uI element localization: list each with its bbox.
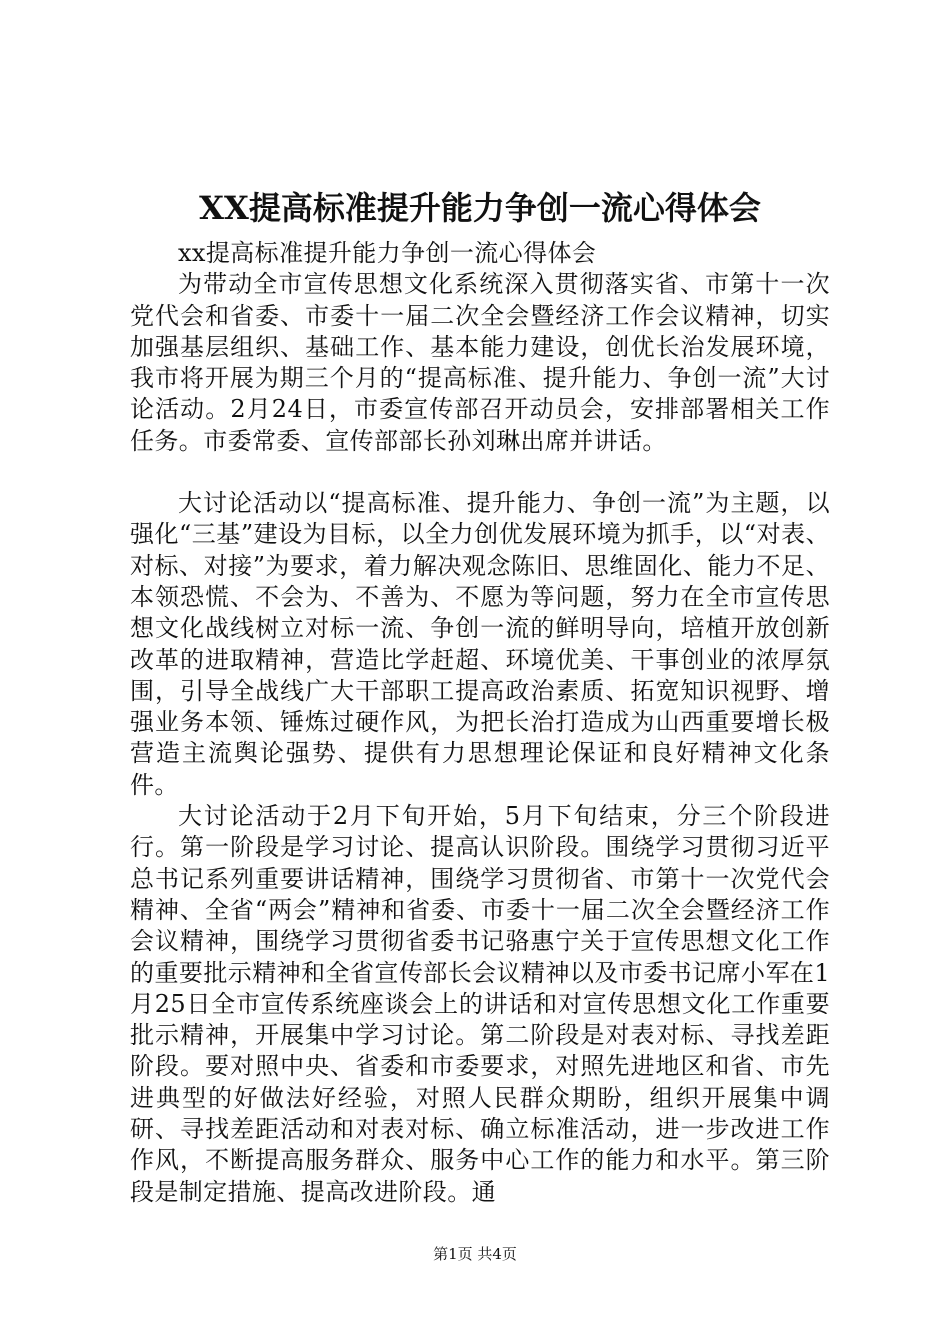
document-body bbox=[130, 238, 830, 1208]
document-subtitle: xx提高标准提升能力争创一流心得体会 bbox=[178, 239, 597, 267]
paragraph-2: 大讨论活动以“提高标准、提升能力、争创一流”为主题，以强化“三基”建设为目标，以全力创优发展环境为抓手，以“对表、对标、对接”为要求，着力解决观念陈旧、思维固化、能力不足、本领恐慌、不会为、不善为、不愿为等问题，努力在全市宣传思想文化战线树立对标一流、争创一流的鲜明导向，培植开放创新改革的进取精神，营造比学赶超、环境优美、干事创业的浓厚氛围，引导全战线广大干部职工提高政治素质、拓宽知识视野、增强业务本领、锤炼过硬作风，为把长治打造成为山西重要增长极营造主流舆论强势、提供有力思想理论保证和良好精神文化条件。 bbox=[130, 489, 830, 799]
document-title: XX提高标准提升能力争创一流心得体会 bbox=[199, 189, 761, 227]
paragraph-3: 大讨论活动于2月下旬开始，5月下旬结束，分三个阶段进行。第一阶段是学习讨论、提高认识阶段。围绕学习贯彻习近平总书记系列重要讲话精神，围绕学习贯彻省、市第十一次党代会精神、全省“两会”精神和省委、市委十一届二次全会暨经济工作会议精神，围绕学习贯彻省委书记骆惠宁关于宣传思想文化工作的重要批示精神和全省宣传部长会议精神以及市委书记席小军在1月25日全市宣传系统座谈会上的讲话和对宣传思想文化工作重要批示精神，开展集中学习讨论。第二阶段是对表对标、寻找差距阶段。要对照中央、省委和市委要求，对照先进地区和省、市先进典型的好做法好经验，对照人民群众期盼，组织开展集中调研、寻找差距活动和对表对标、确立标准活动，进一步改进工作作风，不断提高服务群众、服务中心工作的能力和水平。第三阶段是制定措施、提高改进阶段。通 bbox=[130, 802, 830, 1206]
paragraph-1: 为带动全市宣传思想文化系统深入贯彻落实省、市第十一次党代会和省委、市委十一届二次全会暨经济工作会议精神，切实加强基层组织、基础工作、基本能力建设，创优长治发展环境，我市将开展为期三个月的“提高标准、提升能力、争创一流”大讨论活动。2月24日，市委宣传部召开动员会，安排部署相关工作任务。市委常委、宣传部部长孙刘琳出席并讲话。 bbox=[130, 270, 830, 455]
page-footer: 第1页 共4页 bbox=[433, 1245, 517, 1263]
